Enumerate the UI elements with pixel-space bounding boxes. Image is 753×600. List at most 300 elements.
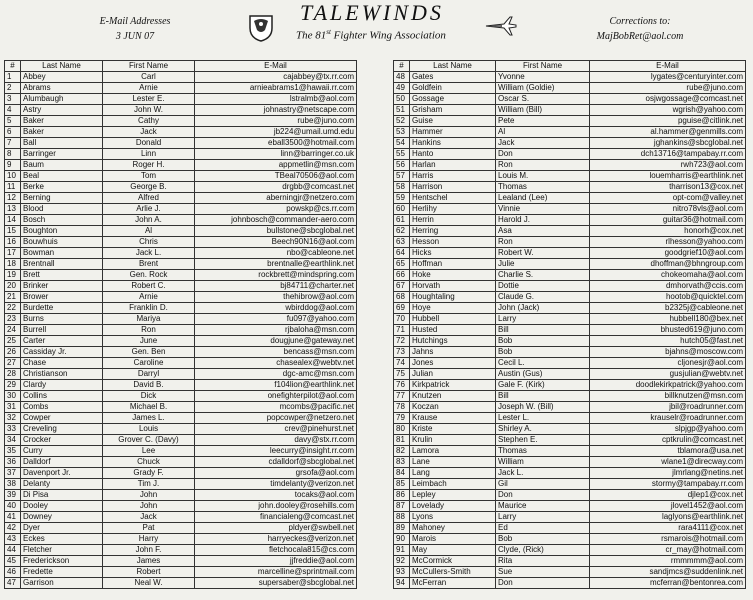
first-name-cell: Cathy: [103, 116, 195, 127]
first-name-cell: Dottie: [496, 281, 590, 292]
table-row: [394, 512, 746, 523]
last-name-cell: Kriste: [410, 424, 496, 435]
last-name-cell: Lepley: [410, 490, 496, 501]
table-row: [5, 523, 357, 534]
last-name-cell: Baker: [21, 127, 103, 138]
last-name-cell: Herring: [410, 226, 496, 237]
email-cell: stormy@tampabay.rr.com: [590, 479, 746, 490]
email-cell: rmmmmm@aol.com: [590, 556, 746, 567]
email-cell: johnastry@netscape.com: [195, 105, 357, 116]
email-cell: Beech90N16@aol.com: [195, 237, 357, 248]
first-name-cell: Alfred: [103, 193, 195, 204]
last-name-cell: Leimbach: [410, 479, 496, 490]
header-left: [80, 14, 190, 44]
table-row: [394, 424, 746, 435]
first-name-cell: Gen. Ben: [103, 347, 195, 358]
row-number: 3: [5, 94, 21, 105]
email-cell: opt-com@valley.net: [590, 193, 746, 204]
first-name-cell: John F.: [103, 545, 195, 556]
last-name-cell: McFerran: [410, 578, 496, 589]
first-name-cell: Gen. Rock: [103, 270, 195, 281]
email-cell: brentnalle@earthlink.net: [195, 259, 357, 270]
first-name-cell: Ed: [496, 523, 590, 534]
last-name-cell: Harris: [410, 171, 496, 182]
email-cell: hutch05@fast.net: [590, 336, 746, 347]
row-number: 10: [5, 171, 21, 182]
email-cell: grsofa@aol.com: [195, 468, 357, 479]
email-cell: linn@barringer.co.uk: [195, 149, 357, 160]
last-name-cell: Delanty: [21, 479, 103, 490]
last-name-cell: Davenport Jr.: [21, 468, 103, 479]
row-number: 59: [394, 193, 410, 204]
email-cell: rockbrett@mindspring.com: [195, 270, 357, 281]
first-name-cell: Ron: [496, 160, 590, 171]
roster-table-left: [4, 60, 357, 589]
first-name-cell: Don: [496, 149, 590, 160]
email-cell: chasealex@webtv.net: [195, 358, 357, 369]
row-number: 58: [394, 182, 410, 193]
email-cell: rwh723@aol.com: [590, 160, 746, 171]
first-name-cell: Robert C.: [103, 281, 195, 292]
email-cell: dmhorvath@ccis.com: [590, 281, 746, 292]
first-name-cell: Tim J.: [103, 479, 195, 490]
email-cell: rjbaloha@msn.com: [195, 325, 357, 336]
first-name-cell: George B.: [103, 182, 195, 193]
first-name-cell: Chuck: [103, 457, 195, 468]
row-number: 1: [5, 72, 21, 83]
last-name-cell: Fredette: [21, 567, 103, 578]
last-name-cell: Koczan: [410, 402, 496, 413]
email-cell: jjfreddie@aol.com: [195, 556, 357, 567]
row-number: 52: [394, 116, 410, 127]
last-name-cell: Lane: [410, 457, 496, 468]
first-name-cell: Pat: [103, 523, 195, 534]
last-name-cell: Gossage: [410, 94, 496, 105]
table-row: [394, 413, 746, 424]
first-name-cell: John: [103, 490, 195, 501]
row-number: 70: [394, 314, 410, 325]
column-header-num: #: [5, 61, 21, 72]
email-cell: tharrison13@cox.net: [590, 182, 746, 193]
row-number: 64: [394, 248, 410, 259]
first-name-cell: Gil: [496, 479, 590, 490]
last-name-cell: Beal: [21, 171, 103, 182]
first-name-cell: Louis: [103, 424, 195, 435]
first-name-cell: Tom: [103, 171, 195, 182]
email-cell: hootob@quicktel.com: [590, 292, 746, 303]
table-row: [5, 215, 357, 226]
header-right: [585, 14, 695, 44]
row-number: 92: [394, 556, 410, 567]
row-number: 30: [5, 391, 21, 402]
fighter-jet-icon: [484, 14, 518, 38]
subtitle-sup: st: [326, 28, 331, 36]
first-name-cell: James: [103, 556, 195, 567]
row-number: 50: [394, 94, 410, 105]
first-name-cell: Pete: [496, 116, 590, 127]
last-name-cell: Dooley: [21, 501, 103, 512]
table-row: [5, 160, 357, 171]
row-number: 41: [5, 512, 21, 523]
table-row: [394, 523, 746, 534]
row-number: 16: [5, 237, 21, 248]
row-number: 29: [5, 380, 21, 391]
table-row: [394, 182, 746, 193]
row-number: 63: [394, 237, 410, 248]
last-name-cell: Collins: [21, 391, 103, 402]
table-row: [394, 446, 746, 457]
email-cell: rsmarois@hotmail.com: [590, 534, 746, 545]
email-cell: bjahns@moscow.com: [590, 347, 746, 358]
row-number: 15: [5, 226, 21, 237]
email-cell: john.dooley@rosehills.com: [195, 501, 357, 512]
first-name-cell: Asa: [496, 226, 590, 237]
row-number: 87: [394, 501, 410, 512]
email-cell: rube@juno.com: [590, 83, 746, 94]
table-row: [394, 259, 746, 270]
table-row: [5, 303, 357, 314]
email-cell: lygates@centuryinter.com: [590, 72, 746, 83]
row-number: 46: [5, 567, 21, 578]
row-number: 94: [394, 578, 410, 589]
first-name-cell: Jack L.: [496, 468, 590, 479]
email-cell: marcelline@sprintmail.com: [195, 567, 357, 578]
row-number: 9: [5, 160, 21, 171]
table-row: [5, 556, 357, 567]
email-cell: al.hammer@genmills.com: [590, 127, 746, 138]
last-name-cell: Clardy: [21, 380, 103, 391]
table-row: [394, 369, 746, 380]
column-header-first: First Name: [496, 61, 590, 72]
last-name-cell: Krulin: [410, 435, 496, 446]
table-header-row: [5, 61, 357, 72]
corrections-email: MajBobRet@aol.com: [596, 31, 684, 42]
email-cell: b2325j@cableone.net: [590, 303, 746, 314]
table-row: [5, 204, 357, 215]
table-row: [5, 281, 357, 292]
last-name-cell: McCullers-Smith: [410, 567, 496, 578]
last-name-cell: Burrell: [21, 325, 103, 336]
email-cell: jb224@umail.umd.edu: [195, 127, 357, 138]
row-number: 55: [394, 149, 410, 160]
email-cell: crev@pinehurst.net: [195, 424, 357, 435]
table-row: [5, 435, 357, 446]
table-row: [5, 336, 357, 347]
last-name-cell: Brett: [21, 270, 103, 281]
table-row: [5, 358, 357, 369]
last-name-cell: Crocker: [21, 435, 103, 446]
row-number: 48: [394, 72, 410, 83]
last-name-cell: Bouwhuis: [21, 237, 103, 248]
row-number: 72: [394, 336, 410, 347]
first-name-cell: Robert: [103, 567, 195, 578]
email-cell: cdalldorf@sbcglobal.net: [195, 457, 357, 468]
table-row: [5, 226, 357, 237]
last-name-cell: Herlihy: [410, 204, 496, 215]
email-cell: wlane1@direcway.com: [590, 457, 746, 468]
table-row: [394, 292, 746, 303]
last-name-cell: Lang: [410, 468, 496, 479]
table-row: [5, 182, 357, 193]
email-cell: TBeal70506@aol.com: [195, 171, 357, 182]
page-subtitle: [296, 28, 446, 42]
table-row: [394, 435, 746, 446]
row-number: 34: [5, 435, 21, 446]
table-row: [394, 83, 746, 94]
email-cell: honorh@cox.net: [590, 226, 746, 237]
row-number: 26: [5, 347, 21, 358]
last-name-cell: Boughton: [21, 226, 103, 237]
row-number: 35: [5, 446, 21, 457]
table-row: [5, 72, 357, 83]
last-name-cell: Hentschel: [410, 193, 496, 204]
last-name-cell: Hicks: [410, 248, 496, 259]
email-cell: harryeckes@verizon.net: [195, 534, 357, 545]
email-cell: bullstone@sbcglobal.net: [195, 226, 357, 237]
first-name-cell: Bob: [496, 534, 590, 545]
first-name-cell: Bob: [496, 336, 590, 347]
first-name-cell: Robert W.: [496, 248, 590, 259]
email-cell: popcowper@netzero.net: [195, 413, 357, 424]
row-number: 91: [394, 545, 410, 556]
first-name-cell: Arlie J.: [103, 204, 195, 215]
first-name-cell: Neal W.: [103, 578, 195, 589]
row-number: 11: [5, 182, 21, 193]
first-name-cell: Carl: [103, 72, 195, 83]
email-cell: hubbell180@bex.net: [590, 314, 746, 325]
last-name-cell: Herrin: [410, 215, 496, 226]
first-name-cell: Jack: [496, 138, 590, 149]
column-header-num: #: [394, 61, 410, 72]
table-row: [394, 380, 746, 391]
first-name-cell: Don: [496, 578, 590, 589]
last-name-cell: Husted: [410, 325, 496, 336]
first-name-cell: Jack: [103, 127, 195, 138]
header-email-addresses: E-Mail Addresses: [99, 16, 171, 27]
last-name-cell: Bowman: [21, 248, 103, 259]
first-name-cell: Michael B.: [103, 402, 195, 413]
last-name-cell: Creveling: [21, 424, 103, 435]
table-row: [5, 83, 357, 94]
last-name-cell: Harrison: [410, 182, 496, 193]
email-cell: bj84711@charter.net: [195, 281, 357, 292]
last-name-cell: Mahoney: [410, 523, 496, 534]
first-name-cell: Grady F.: [103, 468, 195, 479]
first-name-cell: Bill: [496, 391, 590, 402]
row-number: 37: [5, 468, 21, 479]
last-name-cell: Frederickson: [21, 556, 103, 567]
row-number: 79: [394, 413, 410, 424]
email-cell: wbirddog@aol.com: [195, 303, 357, 314]
row-number: 61: [394, 215, 410, 226]
row-number: 6: [5, 127, 21, 138]
last-name-cell: Gates: [410, 72, 496, 83]
table-row: [394, 303, 746, 314]
first-name-cell: Shirley A.: [496, 424, 590, 435]
first-name-cell: David B.: [103, 380, 195, 391]
row-number: 57: [394, 171, 410, 182]
last-name-cell: Lovelady: [410, 501, 496, 512]
corrections-label: Corrections to:: [609, 16, 671, 27]
row-number: 54: [394, 138, 410, 149]
last-name-cell: Downey: [21, 512, 103, 523]
first-name-cell: Clyde, (Rick): [496, 545, 590, 556]
first-name-cell: Claude G.: [496, 292, 590, 303]
table-row: [5, 138, 357, 149]
email-cell: cr_may@hotmail.com: [590, 545, 746, 556]
last-name-cell: Brinker: [21, 281, 103, 292]
row-number: 40: [5, 501, 21, 512]
last-name-cell: Hankins: [410, 138, 496, 149]
first-name-cell: Rita: [496, 556, 590, 567]
last-name-cell: Kirkpatrick: [410, 380, 496, 391]
row-number: 5: [5, 116, 21, 127]
table-row: [394, 127, 746, 138]
email-cell: tocaks@aol.com: [195, 490, 357, 501]
email-cell: appmetlin@msn.com: [195, 160, 357, 171]
table-row: [394, 314, 746, 325]
row-number: 62: [394, 226, 410, 237]
last-name-cell: Hubbell: [410, 314, 496, 325]
last-name-cell: May: [410, 545, 496, 556]
first-name-cell: William: [496, 457, 590, 468]
last-name-cell: Lyons: [410, 512, 496, 523]
last-name-cell: Abrams: [21, 83, 103, 94]
table-row: [394, 534, 746, 545]
email-cell: supersaber@sbcglobal.net: [195, 578, 357, 589]
first-name-cell: Dick: [103, 391, 195, 402]
row-number: 31: [5, 402, 21, 413]
roster-table-right: [393, 60, 746, 589]
first-name-cell: James L.: [103, 413, 195, 424]
last-name-cell: Abbey: [21, 72, 103, 83]
email-cell: davy@stx.rr.com: [195, 435, 357, 446]
first-name-cell: Julie: [496, 259, 590, 270]
email-cell: rara4111@cox.net: [590, 523, 746, 534]
row-number: 21: [5, 292, 21, 303]
first-name-cell: Larry: [496, 314, 590, 325]
email-cell: lstralmb@aol.com: [195, 94, 357, 105]
email-cell: sandjmcs@suddenlink.net: [590, 567, 746, 578]
first-name-cell: Oscar S.: [496, 94, 590, 105]
last-name-cell: Garrison: [21, 578, 103, 589]
table-row: [394, 116, 746, 127]
last-name-cell: Hanto: [410, 149, 496, 160]
last-name-cell: Eckes: [21, 534, 103, 545]
last-name-cell: Houghtaling: [410, 292, 496, 303]
email-cell: financialeng@comcast.net: [195, 512, 357, 523]
email-cell: wgrish@yahoo.com: [590, 105, 746, 116]
row-number: 68: [394, 292, 410, 303]
table-row: [394, 193, 746, 204]
email-cell: f104lion@earthlink.net: [195, 380, 357, 391]
first-name-cell: Jack L.: [103, 248, 195, 259]
table-row: [5, 116, 357, 127]
first-name-cell: Bob: [496, 347, 590, 358]
email-cell: timdelanty@verizon.net: [195, 479, 357, 490]
email-cell: dch13716@tampabay.rr.com: [590, 149, 746, 160]
last-name-cell: Knutzen: [410, 391, 496, 402]
row-number: 65: [394, 259, 410, 270]
table-row: [394, 105, 746, 116]
table-row: [394, 215, 746, 226]
email-cell: cptkrulin@comcast.net: [590, 435, 746, 446]
first-name-cell: Linn: [103, 149, 195, 160]
table-row: [394, 226, 746, 237]
row-number: 53: [394, 127, 410, 138]
table-header-row: [394, 61, 746, 72]
email-cell: louemharris@earthlink.net: [590, 171, 746, 182]
first-name-cell: Bill: [496, 325, 590, 336]
table-row: [5, 490, 357, 501]
first-name-cell: Maurice: [496, 501, 590, 512]
row-number: 83: [394, 457, 410, 468]
email-cell: fu097@yahoo.com: [195, 314, 357, 325]
row-number: 67: [394, 281, 410, 292]
email-cell: tblamora@usa.net: [590, 446, 746, 457]
row-number: 28: [5, 369, 21, 380]
row-number: 88: [394, 512, 410, 523]
column-header-email: E-Mail: [195, 61, 357, 72]
last-name-cell: Fletcher: [21, 545, 103, 556]
row-number: 47: [5, 578, 21, 589]
last-name-cell: Barringer: [21, 149, 103, 160]
first-name-cell: Austin (Gus): [496, 369, 590, 380]
email-cell: gusjulian@webtv.net: [590, 369, 746, 380]
table-row: [5, 292, 357, 303]
first-name-cell: Joseph W. (Bill): [496, 402, 590, 413]
first-name-cell: Cecil L.: [496, 358, 590, 369]
last-name-cell: Jahns: [410, 347, 496, 358]
last-name-cell: Dyer: [21, 523, 103, 534]
last-name-cell: Hoffman: [410, 259, 496, 270]
row-number: 8: [5, 149, 21, 160]
row-number: 20: [5, 281, 21, 292]
table-row: [5, 534, 357, 545]
wing-seal-icon: [246, 12, 276, 42]
last-name-cell: Horvath: [410, 281, 496, 292]
table-row: [394, 160, 746, 171]
row-number: 22: [5, 303, 21, 314]
last-name-cell: Burdette: [21, 303, 103, 314]
row-number: 13: [5, 204, 21, 215]
last-name-cell: Brentnall: [21, 259, 103, 270]
row-number: 89: [394, 523, 410, 534]
row-number: 66: [394, 270, 410, 281]
email-cell: onefighterpilot@aol.com: [195, 391, 357, 402]
first-name-cell: Lester E.: [103, 94, 195, 105]
last-name-cell: Ball: [21, 138, 103, 149]
email-cell: eball3500@hotmail.com: [195, 138, 357, 149]
table-row: [394, 479, 746, 490]
row-number: 84: [394, 468, 410, 479]
row-number: 93: [394, 567, 410, 578]
row-number: 73: [394, 347, 410, 358]
table-row: [394, 556, 746, 567]
table-row: [394, 578, 746, 589]
email-cell: dougjune@gateway.net: [195, 336, 357, 347]
email-cell: rube@juno.com: [195, 116, 357, 127]
row-number: 78: [394, 402, 410, 413]
last-name-cell: Krause: [410, 413, 496, 424]
first-name-cell: Al: [496, 127, 590, 138]
row-number: 25: [5, 336, 21, 347]
header-date: 3 JUN 07: [115, 31, 155, 42]
first-name-cell: John: [103, 501, 195, 512]
row-number: 39: [5, 490, 21, 501]
first-name-cell: Donald: [103, 138, 195, 149]
table-row: [394, 490, 746, 501]
